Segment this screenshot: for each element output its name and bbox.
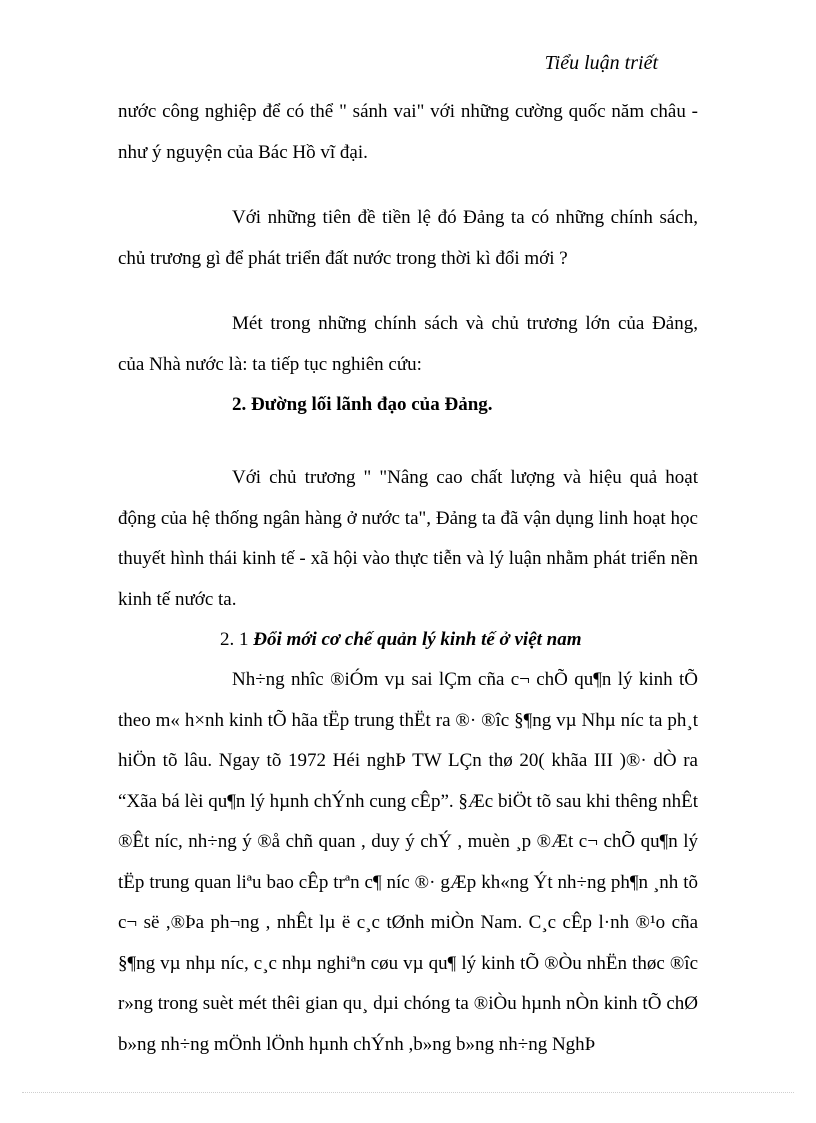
paragraph-intro: nước công nghiệp để có thể " sánh vai" với những cường quốc năm châu - như ý nguyện của Bác Hồ vĩ đại. [118,101,698,163]
paragraph-encoded-text: Nh÷ng nhîc ®iÓm vµ sai lÇm cña c¬ chÕ qu¶n lý kinh tÕ theo m« h×nh kinh tÕ hãa tËp trung thËt ra ®· ®îc §¶ng vµ Nhµ níc ta ph¸t hiÖn tõ lâu. Ngay tõ 1972 Héi nghÞ TW LÇn thø 20( khãa III )®· dÒ ra “Xãa bá lèi qu¶n lý hµnh chÝnh cung cÊp”. §Æc biÖt tõ sau khi thêng nhÊt ®Êt níc, nh÷ng ý ®å chñ quan , duy ý chÝ , muèn ¸p ®Æt c¬ chÕ qu¶n lý tËp trung quan liªu bao cÊp trªn c¶ níc ®· gÆp kh«ng Ýt nh÷ng ph¶n ¸nh tõ c¬ së ,®Þa ph¬ng , nhÊt lµ ë c¸c tØnh miÒn Nam. C¸c cÊp l·nh ®¹o cña §¶ng vµ nhµ níc, c¸c nhµ nghiªn cøu vµ qu¶ lý kinh tÕ ®Òu nhËn thøc ®îc r»ng trong suèt mét thêi gian qu¸ dµi chóng ta ®iÒu hµnh nÒn kinh tÕ chØ b»ng nh÷ng mÖnh lÖnh hµnh chÝnh ,b»ng b»ng nh÷ng NghÞ [118,669,698,1055]
section-number: 2. 1 [220,629,249,650]
section-heading-2: 2. Đường lối lãnh đạo của Đảng. [232,394,493,415]
page-bottom-rule [22,1092,794,1093]
paragraph-banking: Với chủ trương " "Nâng cao chất lượng và hiệu quả hoạt động của hệ thống ngân hàng ở nước ta", Đảng ta đã vận dụng linh hoạt học thuyết hình thái kinh tế - xã hội vào thực tiễn và lý luận nhằm phát triển nền kinh tế nước ta. [118,467,698,610]
page-body [118,92,698,1065]
running-header: Tiểu luận triết [544,52,658,74]
section-heading-2-1 [118,620,698,660]
paragraph-policy: Mét trong những chính sách và chủ trương lớn của Đảng, của Nhà nước là: ta tiếp tục nghiên cứu: [118,313,698,375]
section-title: Đổi mới cơ chế quản lý kinh tế ở việt nam [253,629,582,650]
paragraph-question: Với những tiên đề tiền lệ đó Đảng ta có những chính sách, chủ trương gì để phát triển đất nước trong thời kì đổi mới ? [118,207,698,269]
